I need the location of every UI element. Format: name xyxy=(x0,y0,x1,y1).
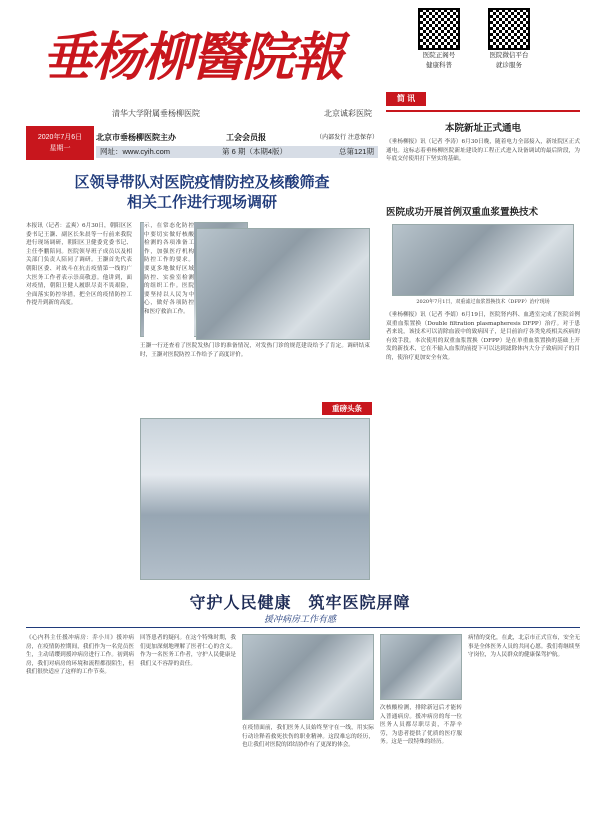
news-photo xyxy=(392,224,574,296)
group-photo xyxy=(140,418,370,580)
qr-label: 医院正阁号 xyxy=(422,52,456,59)
feature-col1: 《心内科主任援冲病房：乔小川》援冲病房，在疫情防控期间，我们作为一名党员医生，主动请缨到援冲病房进行工作。初到病房，我们对病房的环境和流程都很陌生，但我们很快适应了这样的工作节奏。 xyxy=(26,635,134,676)
issue-weekday: 星期一 xyxy=(49,145,71,152)
issue-meta-bar xyxy=(96,146,378,158)
qr-label: 就诊服务 xyxy=(496,62,522,69)
divider xyxy=(26,627,580,628)
news-text: 《垂杨柳报》讯（记者 李婧）6月19日，医院肾内科、血透室完成了医院首例双重血浆置换（Double filtration plasmapheresis DFPP）治疗。对于患者来说，该技术可以清除血液中的致病因子，是目前治疗各类免疫相关疾病的有效手段。本次使用的双重血浆置换（DFPP）是在单重血浆置换的基础上开发的新技术，它在不输入血浆的前提下可以达到滤除体内大分子致病因子的目的，使治疗更加安全有效。 xyxy=(386,312,580,361)
host-name: 北京诚彩医院 xyxy=(324,109,372,118)
issue-number: 第 6 期（本期4版） xyxy=(221,147,287,156)
lead-article-col2: 示，在常态化防控中要切实做好核酸检测的各项准备工作，加强医疗机构防控工作的要求。要更多地做好区域防控、实验室检测的组织工作。医院要坚持以人民为中心，做好各项防控和医疗救治工作。 xyxy=(144,222,194,342)
news-title: 本院新址正式通电 xyxy=(444,123,521,134)
lead-article-col3: 王灏一行还查看了医院发热门诊的准备情况，对发热门诊的规范建设给予了肯定。调研结束时，王灏对医院防控工作给予了高度评价。 xyxy=(140,343,370,358)
feature-title: 守护人民健康 筑牢医院屏障 xyxy=(189,593,411,612)
news-text: 《垂杨柳报》讯（记者 李涛）6月30日晚，随着电力全部接入，新址院区正式通电。这标志着垂杨柳医院新址建设的工程正式进入设备调试的最后阶段，为年底交付使用打下坚实的基础。 xyxy=(386,139,580,163)
photo-caption: 2020年7月1日，双重滤过血浆置换技术（DFPP）治疗现场 xyxy=(416,299,550,305)
internal-label: 工会会员报 xyxy=(226,132,267,142)
host-name: 清华大学附属垂杨柳医院 xyxy=(112,109,200,118)
feature-photo xyxy=(242,634,374,720)
issue-date-box xyxy=(26,126,94,160)
divider xyxy=(386,110,580,112)
qr-code-icon xyxy=(488,8,530,50)
lead-article-col1: 本报讯（记者：孟爽）6月30日，朝阳区区委书记王灏、副区长朱晨等一行前来我院进行现场调研，朝阳区卫健委党委书记、主任李鹏陪同。医院领导班子成员以及相关部门负责人陪同了调研。王灏首先代表朝阳区委、对战斗在抗击疫情第一线的广大医务工作者表示崇高敬意。他讲到，面对疫情，朝阳卫健人履职尽责不畏艰险，全面落实防控举措，把全区的疫情防控工作提升到新的高度。 xyxy=(26,223,132,307)
qr-code-icon xyxy=(418,8,460,50)
news-title: 医院成功开展首例双重血浆置换技术 xyxy=(386,207,539,218)
sponsor: 北京市垂杨柳医院主办 xyxy=(96,132,176,142)
article-photo xyxy=(196,228,370,340)
masthead-title: 垂杨柳醫院報 xyxy=(42,27,343,88)
section-tag: 重磅头条 xyxy=(322,402,372,415)
feature-col4: 次核酸检测，排除新冠后才能转入普通病房。援冲病房的每一位医务人员都尽职尽责，不辞辛劳，为患者提供了优质的医疗服务。这是一段特殊的经历。 xyxy=(380,705,462,746)
qr-code-service[interactable] xyxy=(484,8,534,70)
masthead-hosts xyxy=(112,108,372,119)
issue-date: 2020年7月6日 xyxy=(37,134,83,141)
headline-line: 相关工作进行现场调研 xyxy=(126,193,277,211)
section-tag: 简 讯 xyxy=(386,92,426,106)
issue-info-bar xyxy=(96,132,378,144)
brief-news-column xyxy=(386,92,580,590)
headline xyxy=(26,172,378,212)
qr-code-health[interactable] xyxy=(414,8,464,70)
total-number: 总第121期 xyxy=(338,147,374,156)
feature-col2: 回答患者的疑问。在这个特殊时期，我们更加深刻地理解了医者仁心的含义。作为一名医务工作者，守护人民健康是我们义不容辞的责任。 xyxy=(140,635,236,667)
qr-label: 医院微信平台 xyxy=(489,52,529,59)
feature-photo xyxy=(380,634,462,700)
feature-col3: 在疫情面前，我们医务人员始终坚守在一线，用实际行动诠释着救死扶伤的职业精神。这段难忘的经历，也让我们对医院的团结协作有了更深的体会。 xyxy=(242,725,374,749)
website[interactable]: 网址：www.cyih.com xyxy=(100,147,171,156)
note: （内部发行 注意保存） xyxy=(316,134,378,141)
feature-col5: 病情的变化，在此，北京市正式宣布，安全无事是全体医务人员的共同心愿。我们将继续坚守岗位，为人民群众的健康保驾护航。 xyxy=(468,635,580,659)
feature-subtitle: 援冲病房工作有感 xyxy=(263,615,336,625)
headline-line: 区领导带队对医院疫情防控及核酸筛查 xyxy=(74,173,330,191)
qr-label: 健康科普 xyxy=(426,62,452,69)
